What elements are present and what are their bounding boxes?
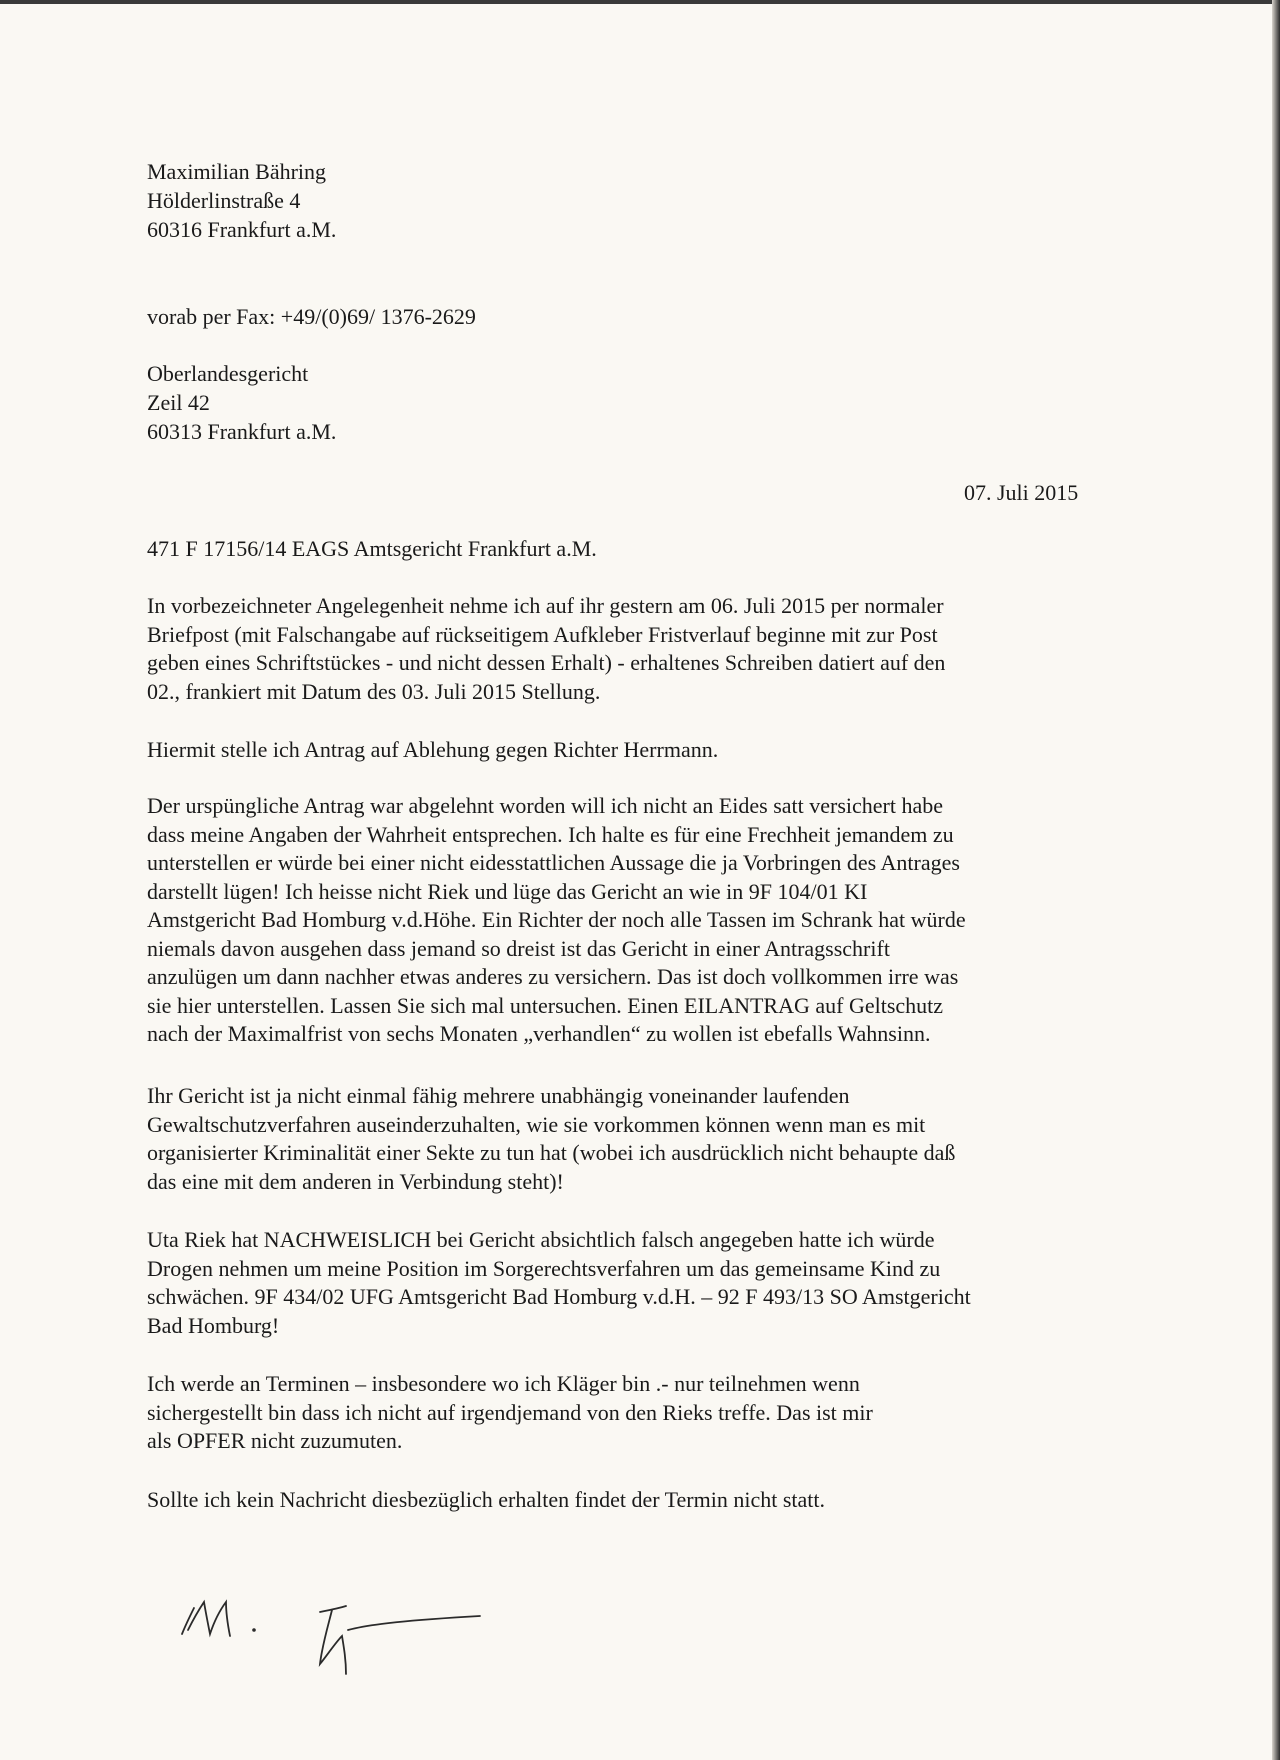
- body-line: geben eines Schriftstückes - und nicht dessen Erhalt) - erhaltenes Schreiben datiert auf den: [147, 650, 946, 675]
- body-line: darstellt lügen! Ich heisse nicht Riek und lüge das Gericht an wie in 9F 104/01 KI: [147, 878, 868, 904]
- paragraph-3: [147, 792, 1097, 1049]
- body-line: dass meine Angaben der Wahrheit entsprechen. Ich halte es für eine Frechheit jemandem zu: [147, 821, 954, 847]
- fax-line: vorab per Fax: +49/(0)69/ 1376-2629: [147, 304, 476, 329]
- sender-street: Hölderlinstraße 4: [147, 188, 301, 213]
- recipient-city: 60313 Frankfurt a.M.: [147, 419, 337, 444]
- body-line: Ihr Gericht ist ja nicht einmal fähig mehrere unabhängig voneinander laufenden: [147, 1083, 850, 1108]
- scan-edge-right: [1272, 0, 1280, 1760]
- paragraph-7: [147, 1486, 1097, 1515]
- body-line: nach der Maximalfrist von sechs Monaten „verhandlen“ zu wollen ist ebefalls Wahnsinn.: [147, 1021, 931, 1046]
- recipient-name: Oberlandesgericht: [147, 361, 309, 386]
- body-line: 02., frankiert mit Datum des 03. Juli 2015 Stellung.: [147, 678, 601, 704]
- body-line: Hiermit stelle ich Antrag auf Ablehung gegen Richter Herrmann.: [147, 737, 719, 762]
- body-line: Uta Riek hat NACHWEISLICH bei Gericht absichtlich falsch angegeben hatte ich würde: [147, 1227, 935, 1252]
- body-line: organisierter Kriminalität einer Sekte zu tun hat (wobei ich ausdrücklich nicht behaupte daß: [147, 1140, 956, 1165]
- sender-name: Maximilian Bähring: [147, 159, 327, 184]
- body-line: Der urspüngliche Antrag war abgelehnt worden will ich nicht an Eides satt versichert habe: [147, 793, 944, 818]
- scan-edge-top: [0, 0, 1280, 4]
- body-line: als OPFER nicht zuzumuten.: [147, 1428, 403, 1453]
- signature: [170, 1590, 530, 1705]
- body-line: Sollte ich kein Nachricht diesbezüglich erhalten findet der Termin nicht statt.: [147, 1487, 826, 1512]
- sender-city: 60316 Frankfurt a.M.: [147, 217, 337, 242]
- body-line: sichergestellt bin dass ich nicht auf irgendjemand von den Rieks treffe. Das ist mir: [147, 1399, 873, 1425]
- body-line: Drogen nehmen um meine Position im Sorgerechtsverfahren um das gemeinsame Kind zu: [147, 1255, 941, 1281]
- body-line: sie hier unterstellen. Lassen Sie sich mal untersuchen. Einen EILANTRAG auf Geltschutz: [147, 992, 944, 1018]
- signature-drawing: [170, 1590, 530, 1700]
- body-line: Ich werde an Terminen – insbesondere wo ich Kläger bin .- nur teilnehmen wenn: [147, 1371, 860, 1396]
- body-line: das eine mit dem anderen in Verbindung steht)!: [147, 1168, 564, 1194]
- recipient-street: Zeil 42: [147, 390, 210, 415]
- letter-date: 07. Juli 2015: [964, 480, 1079, 505]
- body-line: anzulügen um dann nachher etwas anderes zu versichern. Das ist doch vollkommen irre was: [147, 964, 959, 989]
- body-line: niemals davon ausgehen dass jemand so dreist ist das Gericht in einer Antragsschrift: [147, 935, 890, 961]
- paragraph-4: [147, 1082, 1097, 1196]
- paragraph-2: [147, 736, 1097, 765]
- body-line: Briefpost (mit Falschangabe auf rückseitigem Aufkleber Fristverlauf beginne mit zur Post: [147, 621, 938, 647]
- subject-line: 471 F 17156/14 EAGS Amtsgericht Frankfurt a.M.: [147, 536, 597, 561]
- paragraph-5: [147, 1226, 1097, 1340]
- body-line: In vorbezeichneter Angelegenheit nehme ich auf ihr gestern am 06. Juli 2015 per normaler: [147, 593, 944, 618]
- body-line: schwächen. 9F 434/02 UFG Amtsgericht Bad Homburg v.d.H. – 92 F 493/13 SO Amstgericht: [147, 1284, 971, 1309]
- body-line: Gewaltschutzverfahren auseinderzuhalten, wie sie vorkommen können wenn man es mit: [147, 1111, 926, 1137]
- body-line: unterstellen er würde bei einer nicht eidesstattlichen Aussage die ja Vorbringen des Antrages: [147, 850, 960, 875]
- body-line: Bad Homburg!: [147, 1312, 280, 1338]
- paragraph-6: [147, 1370, 1097, 1456]
- paragraph-1: [147, 592, 1097, 706]
- body-line: Amstgericht Bad Homburg v.d.Höhe. Ein Richter der noch alle Tassen im Schrank hat würde: [147, 907, 966, 932]
